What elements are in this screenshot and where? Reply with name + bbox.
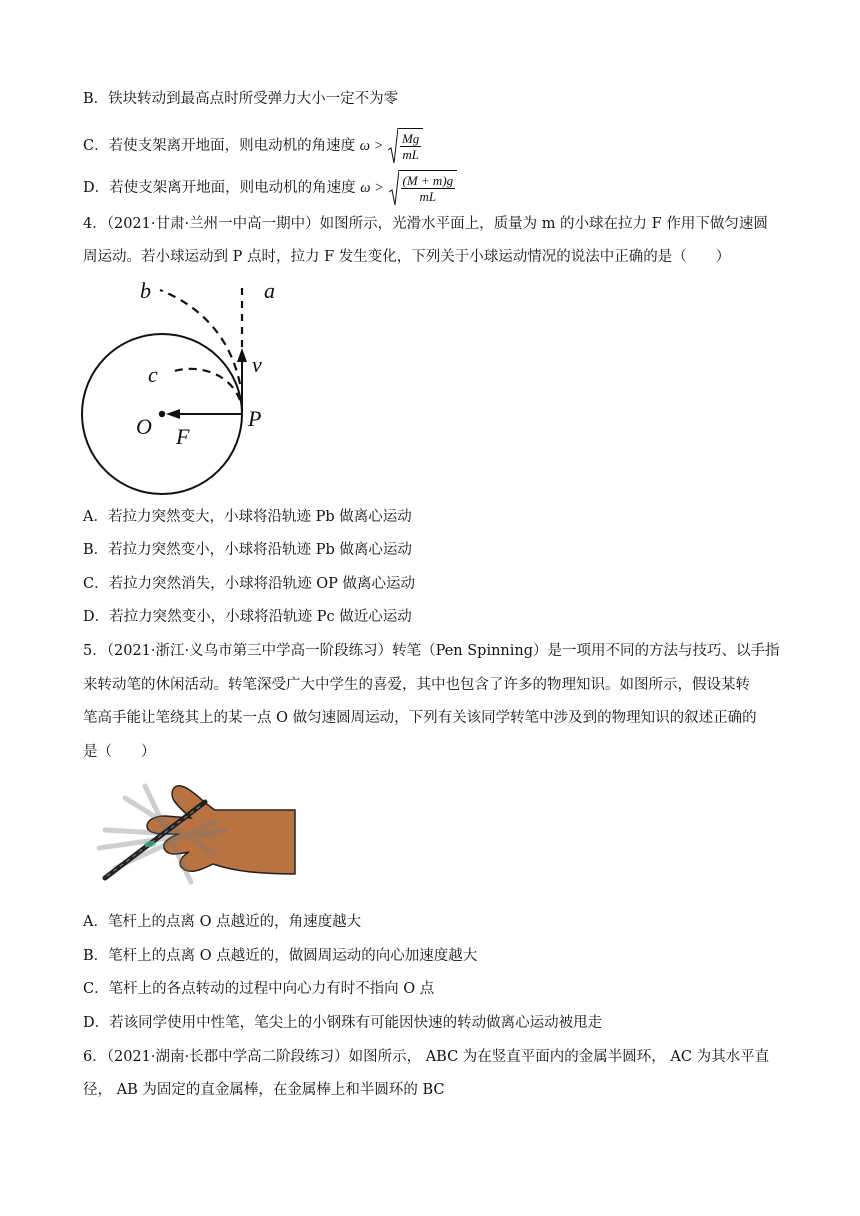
q3-option-c-sqrt — [388, 128, 423, 164]
label-c: c — [148, 362, 158, 387]
q4-option-a: A．若拉力突然变大，小球将沿轨迹 Pb 做离心运动 — [83, 509, 412, 525]
q5-option-b: B．笔杆上的点离 O 点越近的，做圆周运动的向心加速度越大 — [83, 948, 478, 964]
q5-option-c: C．笔杆上的各点转动的过程中向心力有时不指向 O 点 — [83, 981, 435, 997]
velocity-arrowhead — [237, 348, 247, 362]
q4-stem-line-1: 4．（2021·甘肃·兰州一中高一期中）如图所示，光滑水平面上，质量为 m 的小球在拉力 F 作用下做匀速圆 — [83, 216, 768, 232]
q3-option-d-lhs: ω > — [360, 180, 384, 196]
q4-option-c: C．若拉力突然消失，小球将沿轨迹 OP 做离心运动 — [83, 576, 415, 592]
label-a: a — [264, 278, 275, 303]
label-o: O — [136, 414, 152, 439]
q3-option-c-text: C．若使支架离开地面，则电动机的角速度 — [83, 138, 356, 154]
q5-stem-line-2: 来转动笔的休闲活动。转笔深受广大中学生的喜爱，其中也包含了许多的物理知识。如图所示，假设某转 — [83, 677, 750, 693]
q3-option-c-den: mL — [402, 147, 419, 162]
q4-option-d: D．若拉力突然变小，小球将沿轨迹 Pc 做近心运动 — [83, 609, 412, 625]
q3-option-c — [83, 128, 423, 164]
force-arrowhead — [166, 409, 180, 419]
q3-option-c-num: Mg — [401, 131, 420, 146]
q4-stem-line-2: 周运动。若小球运动到 P 点时，拉力 F 发生变化，下列关于小球运动情况的说法中正确的是（ ） — [83, 249, 731, 265]
q5-option-a: A．笔杆上的点离 O 点越近的，角速度越大 — [83, 914, 362, 930]
label-b: b — [140, 278, 151, 303]
q5-stem-line-1: 5．（2021·浙江·义乌市第三中学高一阶段练习）转笔（Pen Spinning）是一项用不同的方法与技巧、以手指 — [83, 643, 780, 659]
q6-stem-line-2: 径， AB 为固定的直金属棒，在金属棒上和半圆环的 BC — [83, 1082, 445, 1098]
q5-option-d: D．若该同学使用中性笔，笔尖上的小钢珠有可能因快速的转动做离心运动被甩走 — [83, 1015, 603, 1031]
q4-circular-motion-figure — [80, 276, 300, 502]
pen-spinning-hand-image — [95, 782, 300, 892]
pivot-mark — [144, 841, 156, 847]
label-p: P — [248, 406, 262, 431]
q4-option-b: B．若拉力突然变小，小球将沿轨迹 Pb 做离心运动 — [83, 542, 412, 558]
q5-stem-line-4: 是（ ） — [83, 744, 156, 760]
q6-stem-line-1: 6．（2021·湖南·长郡中学高二阶段练习）如图所示， ABC 为在竖直平面内的金属半圆环， AC 为其水平直 — [83, 1049, 770, 1065]
q3-option-b: B．铁块转动到最高点时所受弹力大小一定不为零 — [83, 91, 399, 107]
q3-option-d-den: mL — [419, 189, 437, 204]
label-v: v — [252, 352, 262, 377]
q3-option-d-text: D．若使支架离开地面，则电动机的角速度 — [83, 180, 356, 196]
q3-option-c-lhs: ω > — [359, 138, 384, 154]
q5-stem-line-3: 笔高手能让笔绕其上的某一点 O 做匀速圆周运动，下列有关该同学转笔中涉及到的物理知识的叙述正确的 — [83, 710, 757, 726]
center-point — [159, 411, 165, 417]
q3-option-d — [83, 170, 457, 206]
q3-option-d-num: (M + m)g — [402, 173, 454, 188]
label-f: F — [176, 424, 190, 449]
q3-option-d-sqrt — [389, 170, 458, 206]
